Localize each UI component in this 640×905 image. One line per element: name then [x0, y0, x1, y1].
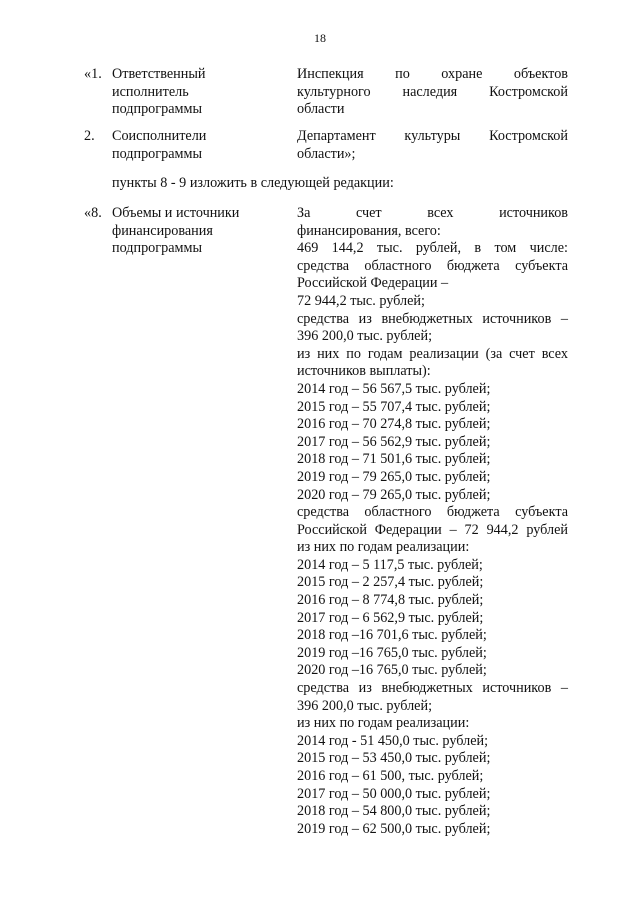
value-line: 2018 год – 54 800,0 тыс. рублей;: [297, 803, 491, 820]
value-line: финансирования, всего:: [297, 222, 441, 239]
value-line: 2014 год – 56 567,5 тыс. рублей;: [297, 380, 491, 397]
value-line: За счет всех источников: [297, 205, 568, 221]
value-line: источников выплаты):: [297, 363, 431, 380]
value-line: из них по годам реализации:: [297, 539, 470, 556]
label-line: Объемы и источники: [112, 205, 240, 221]
value-line: 2018 год – 71 501,6 тыс. рублей;: [297, 451, 491, 468]
value-line: средства областного бюджета субъекта: [297, 504, 568, 521]
value-line: 2017 год – 50 000,0 тыс. рублей;: [297, 785, 491, 802]
value-line: из них по годам реализации (за счет всех: [297, 345, 568, 362]
value-line: области: [297, 101, 345, 118]
item-label: [112, 66, 282, 119]
item-number: «1.: [84, 66, 102, 82]
page-number: 18: [314, 31, 326, 45]
value-line: Российской Федерации –: [297, 275, 449, 292]
value-line: 2014 год – 5 117,5 тыс. рублей;: [297, 556, 483, 573]
item-label: [112, 205, 282, 258]
value-line: 469 144,2 тыс. рублей, в том числе:: [297, 240, 568, 257]
label-line: подпрограммы: [112, 240, 202, 257]
value-line: Российской Федерации – 72 944,2 рублей: [297, 521, 568, 538]
intro-paragraph: пункты 8 - 9 изложить в следующей редакции:: [112, 175, 394, 191]
value-line: 2016 год – 61 500, тыс. рублей;: [297, 768, 484, 784]
value-line: из них по годам реализации:: [297, 715, 470, 732]
value-line: 2019 год –16 765,0 тыс. рублей;: [297, 644, 487, 661]
value-line: культурного наследия Костромской: [297, 83, 568, 100]
item-number: 2.: [84, 128, 95, 144]
label-line: исполнитель: [112, 83, 189, 100]
value-line: средства из внебюджетных источников –: [297, 680, 568, 697]
value-line: 2015 год – 55 707,4 тыс. рублей;: [297, 398, 491, 415]
value-line: области»;: [297, 145, 356, 162]
label-line: финансирования: [112, 222, 213, 239]
item-value: [297, 128, 568, 163]
item-label: [112, 128, 282, 163]
label-line: подпрограммы: [112, 101, 202, 118]
value-line: 2016 год – 70 274,8 тыс. рублей;: [297, 416, 491, 433]
value-line: Инспекция по охране объектов: [297, 66, 568, 82]
item-value: [297, 205, 568, 838]
label-line: подпрограммы: [112, 145, 202, 162]
value-line: 396 200,0 тыс. рублей;: [297, 328, 433, 345]
value-line: 2015 год – 2 257,4 тыс. рублей;: [297, 574, 484, 591]
value-line: 2015 год – 53 450,0 тыс. рублей;: [297, 750, 491, 767]
value-line: 2017 год – 6 562,9 тыс. рублей;: [297, 609, 484, 626]
value-line: 2020 год – 79 265,0 тыс. рублей;: [297, 486, 491, 503]
value-line: 2018 год –16 701,6 тыс. рублей;: [297, 627, 487, 644]
value-line: 2019 год – 79 265,0 тыс. рублей;: [297, 468, 491, 485]
value-line: 396 200,0 тыс. рублей;: [297, 697, 433, 714]
label-line: Ответственный: [112, 66, 206, 82]
value-line: Департамент культуры Костромской: [297, 128, 568, 144]
value-line: 2014 год - 51 450,0 тыс. рублей;: [297, 732, 489, 749]
value-line: 2017 год – 56 562,9 тыс. рублей;: [297, 433, 491, 450]
value-line: 2016 год – 8 774,8 тыс. рублей;: [297, 592, 484, 609]
value-line: 72 944,2 тыс. рублей;: [297, 292, 425, 309]
item-value: [297, 66, 568, 119]
value-line: средства областного бюджета субъекта: [297, 257, 568, 274]
value-line: 2019 год – 62 500,0 тыс. рублей;: [297, 820, 491, 837]
value-line: 2020 год –16 765,0 тыс. рублей;: [297, 662, 487, 679]
label-line: Соисполнители: [112, 128, 207, 144]
item-number: «8.: [84, 205, 102, 221]
value-line: средства из внебюджетных источников –: [297, 310, 568, 327]
